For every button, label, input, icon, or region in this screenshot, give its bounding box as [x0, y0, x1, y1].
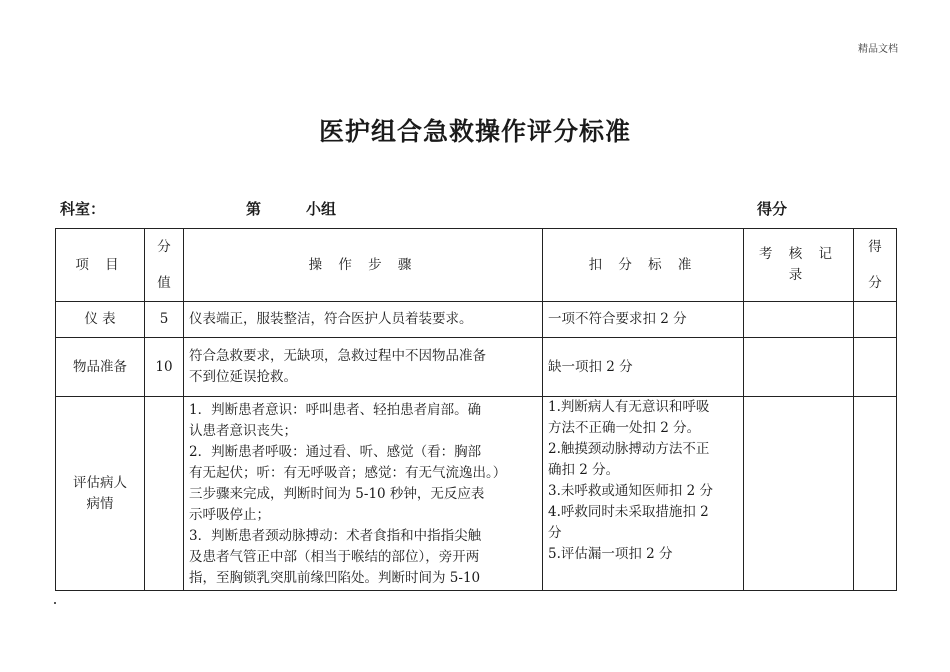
row-steps	[184, 302, 543, 338]
step-line: 有无起伏；听：有无呼吸音；感觉：有无气流逸出。）	[189, 465, 507, 481]
row-value: 5	[145, 302, 184, 338]
deduct-line: 4.呼救同时未采取措施扣 2	[548, 504, 709, 520]
page-dot-mark	[54, 602, 56, 604]
document-title: 医护组合急救操作评分标准	[318, 117, 631, 146]
deduct-line: 一项不符合要求扣 2 分	[548, 311, 687, 327]
total-score-label: 得分	[757, 200, 788, 218]
deduct-line: 1.判断病人有无意识和呼吸	[548, 399, 710, 415]
header-note: 精品文档	[858, 44, 898, 55]
step-line: 认患者意识丧失；	[189, 423, 297, 439]
step-line: 2．判断患者呼吸：通过看、听、感觉（看：胸部	[189, 444, 482, 460]
header-value-bottom: 值	[157, 275, 171, 291]
step-line: 符合急救要求，无缺项，急救过程中不因物品准备	[189, 348, 486, 364]
header-value	[145, 229, 184, 302]
group-label: 小组	[306, 200, 337, 218]
deduct-line: 分	[548, 525, 562, 541]
deduct-line: 3.未呼救或通知医师扣 2 分	[548, 483, 714, 499]
scoring-table	[55, 228, 897, 591]
header-value-top: 分	[157, 239, 171, 255]
deduct-line: 方法不正确一处扣 2 分。	[548, 420, 701, 436]
header-record: 考 核 记 录	[744, 229, 854, 302]
step-line: 1．判断患者意识：呼叫患者、轻拍患者肩部。确	[189, 402, 482, 418]
row-steps	[184, 397, 543, 591]
table-row	[56, 338, 897, 397]
group-number-label: 第	[246, 200, 262, 218]
step-line: 示呼吸停止；	[189, 507, 270, 523]
row-steps	[184, 338, 543, 397]
header-steps: 操 作 步 骤	[184, 229, 543, 302]
deduct-line: 缺一项扣 2 分	[548, 358, 633, 375]
row-score	[854, 397, 897, 591]
row-value	[145, 397, 184, 591]
step-line: 指，至胸锁乳突肌前缘凹陷处。判断时间为 5-10	[189, 570, 481, 586]
header-score-top: 得	[868, 239, 882, 255]
table-row	[56, 397, 897, 591]
row-record	[744, 302, 854, 338]
row-item: 评估病人病情	[56, 397, 145, 591]
step-line: 三步骤来完成，判断时间为 5-10 秒钟，无反应表	[189, 486, 485, 502]
deduct-line: 确扣 2 分。	[548, 462, 620, 478]
deduct-line: 2.触摸颈动脉搏动方法不正	[548, 441, 710, 457]
step-line: 不到位延误抢救。	[189, 369, 297, 385]
table-row	[56, 302, 897, 338]
row-item: 仪 表	[56, 302, 145, 338]
row-deduct	[543, 338, 744, 397]
row-score	[854, 302, 897, 338]
row-deduct	[543, 302, 744, 338]
row-record	[744, 397, 854, 591]
header-deduct: 扣 分 标 准	[543, 229, 744, 302]
dept-label: 科室：	[60, 200, 106, 218]
deduct-line: 5.评估漏一项扣 2 分	[548, 546, 673, 562]
step-line: 3．判断患者颈动脉搏动：术者食指和中指指尖触	[189, 528, 482, 544]
table-header-row	[56, 229, 897, 302]
row-record	[744, 338, 854, 397]
row-score	[854, 338, 897, 397]
header-score-bottom: 分	[868, 275, 882, 291]
row-value: 10	[145, 338, 184, 397]
header-item: 项 目	[56, 229, 145, 302]
step-line: 及患者气管正中部（相当于喉结的部位），旁开两	[189, 549, 480, 565]
row-deduct	[543, 397, 744, 591]
step-line: 仪表端正，服装整洁，符合医护人员着装要求。	[189, 311, 473, 327]
row-item: 物品准备	[56, 338, 145, 397]
header-score	[854, 229, 897, 302]
